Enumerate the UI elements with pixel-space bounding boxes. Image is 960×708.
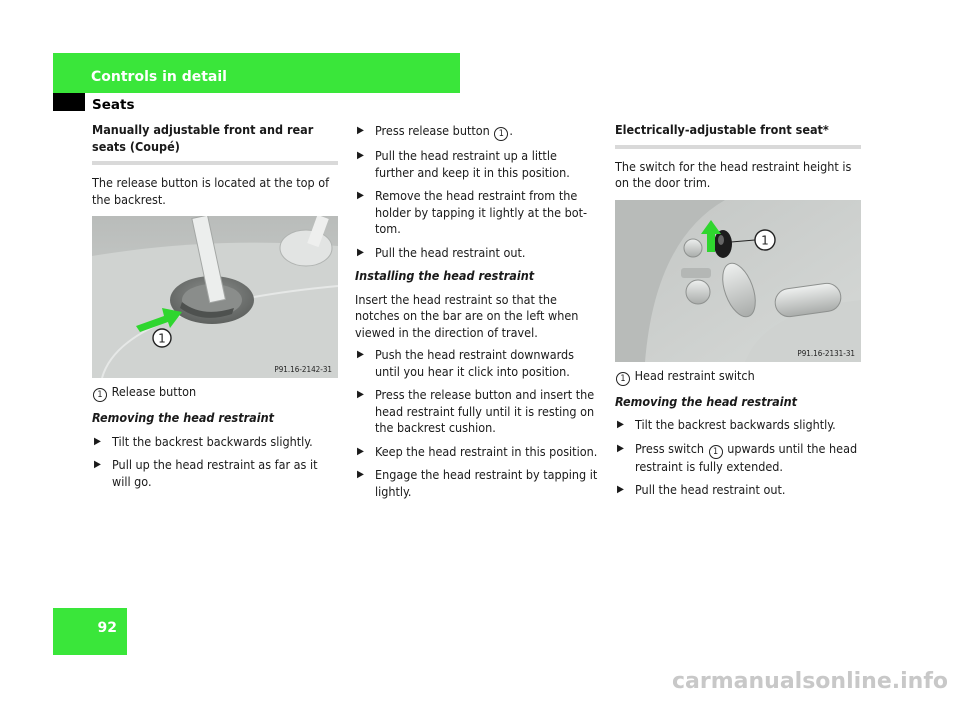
figure-caption-2 [615,368,861,386]
release-button-intro: The release button is located at the top of the backrest. [92,175,330,207]
figure-code-2: P91.16-2131-31 [797,348,855,358]
caption-2-number: 1 [616,372,630,386]
bullet-arrow-icon: ▶ [357,150,364,161]
step-engage [355,467,599,500]
column-2 [355,123,599,507]
step-text: Press the release button and insert the head restraint fully until it is resting on the backrest cushion. [375,387,595,435]
step-text: Tilt the backrest backwards slightly. [112,433,313,449]
bullet-arrow-icon: ▶ [357,469,364,480]
caption-1-text: Release button [111,384,197,399]
switch-intro: The switch for the head restraint height is on the door trim. [615,158,852,190]
step-press-insert [355,387,599,437]
bullet-arrow-icon: ▶ [94,459,101,470]
caption-2-text: Head restraint switch [634,367,755,383]
release-callout-label: 1 [158,331,166,346]
step-keep-position [355,444,599,461]
door-switch-illustration [615,200,861,362]
step-pull-out [355,245,599,262]
caption-1-number: 1 [93,388,107,402]
release-button-illustration [92,216,338,378]
column-1 [92,122,338,497]
bullet-arrow-icon: ▶ [617,442,624,454]
step-press-switch [615,441,861,476]
bullet-arrow-icon: ▶ [617,419,624,430]
bullet-arrow-icon: ▶ [357,246,364,258]
step-text-end: . [509,123,513,138]
step-text: Press release button [375,123,490,138]
figure-caption-1 [92,384,338,402]
step-text: Tilt the backrest backwards slightly. [635,417,836,432]
step-tilt-backrest [92,434,338,451]
watermark: carmanualsonline.info [672,669,948,694]
release-button-figure [92,216,338,378]
bullet-arrow-icon: ▶ [357,445,364,457]
step-pull-out-2 [615,482,861,499]
section-title: Seats [92,97,135,113]
bullet-arrow-icon: ▶ [357,125,364,136]
page-number: 92 [97,620,117,636]
bullet-arrow-icon: ▶ [94,435,101,447]
step-pull-up [92,457,338,490]
manual-seats-heading: Manually adjustable front and rear seats (Coupé) [92,122,338,165]
section-marker [53,93,85,111]
bullet-arrow-icon: ▶ [357,389,364,400]
step-remove-holder [355,188,599,238]
step-press-release [355,123,599,141]
chapter-header-bar [53,53,460,93]
step-text: Pull the head restraint out. [375,244,526,260]
switch-figure [615,200,861,362]
step-text: Pull up the head restraint as far as it will go. [112,457,318,489]
step-text: Remove the head restraint from the holder by tapping it lightly at the bot-tom. [375,188,588,236]
step-text: Keep the head restraint in this position. [375,443,598,459]
electric-seat-heading: Electrically-adjustable front seat* [615,122,861,149]
switch-callout-label: 1 [761,233,769,247]
step-number-badge: 1 [494,127,508,141]
step-text-end: upwards until the head restraint is fully extended. [635,440,858,474]
bullet-arrow-icon: ▶ [357,349,364,360]
installing-subheading: Installing the head restraint [355,268,535,283]
step-number-badge: 1 [709,445,723,459]
page-number-tab [53,608,127,655]
step-text: Pull the head restraint up a little further and keep it in this position. [375,148,570,180]
step-text: Press switch [635,440,705,456]
removing-subheading-2: Removing the head restraint [615,393,798,409]
step-text: Engage the head restraint by tapping it lightly. [375,467,598,499]
step-text: Push the head restraint downwards until you hear it click into position. [375,347,575,379]
figure-code-1: P91.16-2142-31 [274,365,332,374]
step-push-down [355,347,599,380]
step-tilt-backrest-2 [615,417,861,434]
bullet-arrow-icon: ▶ [357,190,364,201]
column-3 [615,122,861,506]
chapter-title: Controls in detail [91,69,227,85]
step-pull-further [355,148,599,181]
bullet-arrow-icon: ▶ [617,484,624,495]
install-intro: Insert the head restraint so that the notches on the bar are on the left when viewed in the direction of travel. [355,291,579,340]
step-text: Pull the head restraint out. [635,482,786,497]
removing-subheading-1: Removing the head restraint [92,410,275,425]
